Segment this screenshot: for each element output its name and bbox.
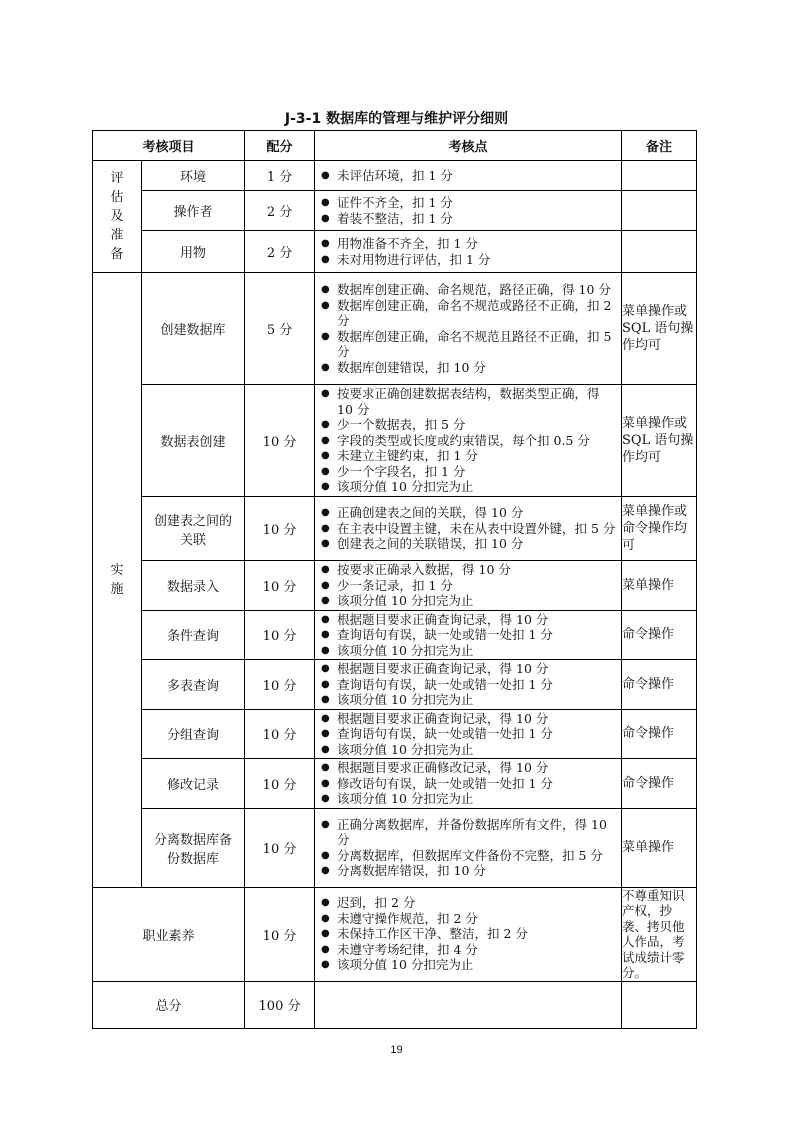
item-name: 分组查询 bbox=[142, 709, 245, 759]
item-score: 2 分 bbox=[245, 231, 315, 273]
point: ● 分离数据库，但数据库文件备份不完整，扣 5 分 bbox=[320, 848, 617, 864]
item-score: 10 分 bbox=[245, 709, 315, 759]
item-name: 数据表创建 bbox=[142, 385, 245, 497]
point: ● 查询语句有误，缺一处或错一处扣 1 分 bbox=[320, 627, 617, 643]
item-name: 分离数据库备份数据库 bbox=[142, 808, 245, 887]
point: ● 少一条记录，扣 1 分 bbox=[320, 578, 617, 594]
item-note bbox=[622, 191, 697, 231]
point: ● 未对用物进行评估，扣 1 分 bbox=[320, 252, 617, 268]
point: ● 该项分值 10 分扣完为止 bbox=[320, 643, 617, 659]
item-note: 菜单操作 bbox=[622, 561, 697, 611]
point: ● 数据库创建正确，命名不规范或路径不正确，扣 2 分 bbox=[320, 298, 617, 329]
item-points bbox=[315, 660, 622, 710]
point: ● 未评估环境，扣 1 分 bbox=[320, 168, 617, 184]
item-note bbox=[622, 231, 697, 273]
point: ● 查询语句有误，缺一处或错一处扣 1 分 bbox=[320, 726, 617, 742]
item-score: 1 分 bbox=[245, 161, 315, 191]
point: ● 该项分值 10 分扣完为止 bbox=[320, 692, 617, 708]
point: ● 迟到，扣 2 分 bbox=[320, 895, 617, 911]
item-note: 菜单操作 bbox=[622, 808, 697, 887]
table-header-row bbox=[93, 131, 697, 161]
table-row bbox=[93, 161, 697, 191]
item-points bbox=[315, 161, 622, 191]
item-score: 10 分 bbox=[245, 497, 315, 561]
point: ● 根据题目要求正确查询记录，得 10 分 bbox=[320, 711, 617, 727]
table-row bbox=[93, 561, 697, 611]
page-number: 19 bbox=[390, 1044, 403, 1056]
table-row bbox=[93, 273, 697, 385]
point: ● 查询语句有误，缺一处或错一处扣 1 分 bbox=[320, 677, 617, 693]
point: ● 根据题目要求正确修改记录，得 10 分 bbox=[320, 760, 617, 776]
table-row bbox=[93, 497, 697, 561]
point: ● 根据题目要求正确查询记录，得 10 分 bbox=[320, 661, 617, 677]
table-row bbox=[93, 191, 697, 231]
total-label: 总分 bbox=[93, 981, 245, 1028]
item-name: 创建表之间的关联 bbox=[142, 497, 245, 561]
item-points bbox=[315, 887, 622, 981]
item-name: 用物 bbox=[142, 231, 245, 273]
total-note bbox=[622, 981, 697, 1028]
table-row bbox=[93, 759, 697, 809]
item-note: 命令操作 bbox=[622, 660, 697, 710]
point: ● 该项分值 10 分扣完为止 bbox=[320, 957, 617, 973]
table-row bbox=[93, 660, 697, 710]
document-title: J-3-1 数据库的管理与维护评分细则 bbox=[284, 111, 509, 127]
item-note: 菜单操作或命令操作均可 bbox=[622, 497, 697, 561]
total-points bbox=[315, 981, 622, 1028]
item-points bbox=[315, 610, 622, 660]
table-row bbox=[93, 887, 697, 981]
point: ● 该项分值 10 分扣完为止 bbox=[320, 593, 617, 609]
item-note: 不尊重知识产权，抄袭、拷贝他人作品，考试成绩计零分。 bbox=[622, 887, 697, 981]
scoring-table bbox=[92, 130, 697, 1029]
table-row bbox=[93, 385, 697, 497]
item-points bbox=[315, 497, 622, 561]
point: ● 分离数据库错误，扣 10 分 bbox=[320, 863, 617, 879]
item-score: 10 分 bbox=[245, 561, 315, 611]
point: ● 根据题目要求正确查询记录，得 10 分 bbox=[320, 612, 617, 628]
header-score: 配分 bbox=[245, 131, 315, 161]
point: ● 该项分值 10 分扣完为止 bbox=[320, 742, 617, 758]
total-score: 100 分 bbox=[245, 981, 315, 1028]
item-name: 环境 bbox=[142, 161, 245, 191]
item-note bbox=[622, 161, 697, 191]
point: ● 正确分离数据库，并备份数据库所有文件，得 10 分 bbox=[320, 817, 617, 848]
point: ● 该项分值 10 分扣完为止 bbox=[320, 479, 617, 495]
point: ● 数据库创建正确、命名规范，路径正确，得 10 分 bbox=[320, 282, 617, 298]
item-points bbox=[315, 709, 622, 759]
item-score: 10 分 bbox=[245, 385, 315, 497]
item-name: 职业素养 bbox=[93, 887, 245, 981]
item-name: 条件查询 bbox=[142, 610, 245, 660]
table-row bbox=[93, 231, 697, 273]
point: ● 数据库创建错误，扣 10 分 bbox=[320, 360, 617, 376]
item-note: 命令操作 bbox=[622, 759, 697, 809]
item-points bbox=[315, 561, 622, 611]
point: ● 字段的类型或长度或约束错误，每个扣 0.5 分 bbox=[320, 433, 617, 449]
item-score: 10 分 bbox=[245, 808, 315, 887]
item-score: 5 分 bbox=[245, 273, 315, 385]
table-row bbox=[93, 610, 697, 660]
point: ● 在主表中设置主键，未在从表中设置外键，扣 5 分 bbox=[320, 521, 617, 537]
point: ● 着装不整洁，扣 1 分 bbox=[320, 211, 617, 227]
point: ● 该项分值 10 分扣完为止 bbox=[320, 791, 617, 807]
point: ● 少一个字段名，扣 1 分 bbox=[320, 464, 617, 480]
point: ● 创建表之间的关联错误，扣 10 分 bbox=[320, 536, 617, 552]
item-score: 2 分 bbox=[245, 191, 315, 231]
item-name: 多表查询 bbox=[142, 660, 245, 710]
item-score: 10 分 bbox=[245, 660, 315, 710]
point: ● 数据库创建正确，命名不规范且路径不正确，扣 5 分 bbox=[320, 329, 617, 360]
item-name: 数据录入 bbox=[142, 561, 245, 611]
header-item: 考核项目 bbox=[93, 131, 245, 161]
item-points bbox=[315, 808, 622, 887]
item-name: 创建数据库 bbox=[142, 273, 245, 385]
item-name: 操作者 bbox=[142, 191, 245, 231]
item-points bbox=[315, 191, 622, 231]
point: ● 未遵守操作规范，扣 2 分 bbox=[320, 911, 617, 927]
point: ● 未保持工作区干净、整洁，扣 2 分 bbox=[320, 926, 617, 942]
header-note: 备注 bbox=[622, 131, 697, 161]
item-points bbox=[315, 231, 622, 273]
point: ● 按要求正确录入数据，得 10 分 bbox=[320, 562, 617, 578]
point: ● 少一个数据表，扣 5 分 bbox=[320, 417, 617, 433]
item-score: 10 分 bbox=[245, 610, 315, 660]
item-points bbox=[315, 759, 622, 809]
point: ● 证件不齐全，扣 1 分 bbox=[320, 195, 617, 211]
point: ● 修改语句有误，缺一处或错一处扣 1 分 bbox=[320, 776, 617, 792]
point: ● 用物准备不齐全，扣 1 分 bbox=[320, 236, 617, 252]
header-points: 考核点 bbox=[315, 131, 622, 161]
item-note: 命令操作 bbox=[622, 709, 697, 759]
point: ● 正确创建表之间的关联，得 10 分 bbox=[320, 505, 617, 521]
item-note: 菜单操作或 SQL 语句操作均可 bbox=[622, 273, 697, 385]
item-note: 命令操作 bbox=[622, 610, 697, 660]
item-points bbox=[315, 385, 622, 497]
item-points bbox=[315, 273, 622, 385]
item-score: 10 分 bbox=[245, 887, 315, 981]
table-row bbox=[93, 808, 697, 887]
item-note: 菜单操作或 SQL 语句操作均可 bbox=[622, 385, 697, 497]
item-score: 10 分 bbox=[245, 759, 315, 809]
table-row bbox=[93, 709, 697, 759]
point: ● 按要求正确创建数据表结构，数据类型正确，得 10 分 bbox=[320, 386, 617, 417]
item-name: 修改记录 bbox=[142, 759, 245, 809]
category-impl: 实 施 bbox=[93, 273, 142, 888]
point: ● 未建立主键约束，扣 1 分 bbox=[320, 448, 617, 464]
table-row bbox=[93, 981, 697, 1028]
category-prep: 评 估 及 准 备 bbox=[93, 161, 142, 273]
point: ● 未遵守考场纪律，扣 4 分 bbox=[320, 942, 617, 958]
